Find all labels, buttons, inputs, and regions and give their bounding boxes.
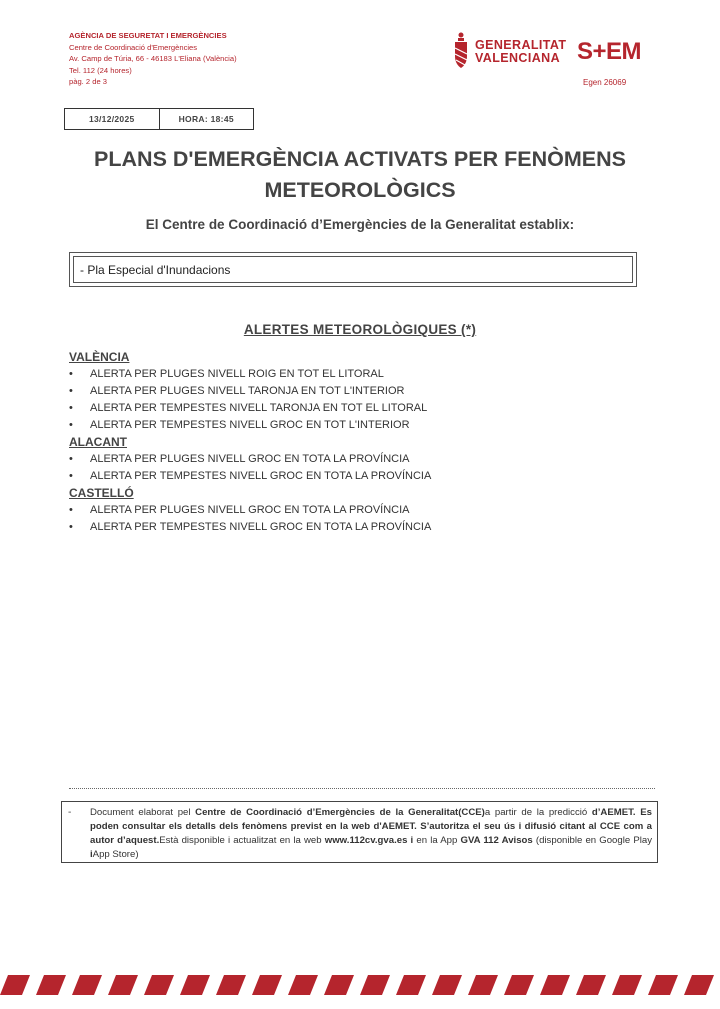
time: HORA: 18:45 — [159, 109, 254, 129]
sem-logo: S+EM — [577, 38, 642, 65]
agency-name: AGÈNCIA DE SEGURETAT I EMERGÈNCIES — [69, 31, 227, 40]
list-item: • ALERTA PER TEMPESTES NIVELL GROC EN TOTA LA PROVÍNCIA — [69, 468, 669, 485]
alerts-title: ALERTES METEOROLÒGIQUES (*) — [243, 322, 477, 337]
red-stripe-decoration — [0, 975, 720, 995]
centre-name: Centre de Coordinació d'Emergències — [69, 42, 198, 52]
footer-text-4: en la App — [413, 835, 461, 846]
valencia-alerts — [69, 366, 669, 434]
footer-bold-cce: Centre de Coordinació d’Emergències de la Generalitat(CCE) — [195, 807, 485, 818]
footer-text — [90, 806, 652, 862]
footer-text-2: a partir de la predicció — [484, 807, 592, 818]
footer-text-5: (disponible en Google Play — [532, 835, 653, 846]
address: Av. Camp de Túria, 66 - 46183 L'Eliana (València) — [69, 54, 237, 64]
plan-item: - Pla Especial d'Inundacions — [73, 256, 633, 283]
list-item: • ALERTA PER TEMPESTES NIVELL GROC EN TOT L'INTERIOR — [69, 417, 669, 434]
region-valencia: VALÈNCIA — [69, 350, 130, 364]
footer-text-1: Document elaborat pel — [90, 807, 196, 818]
region-castello: CASTELLÓ — [69, 486, 134, 500]
footer-text-3: Està disponible i actualitzat en la web — [159, 835, 325, 846]
active-plans-box — [69, 252, 637, 287]
coat-of-arms-icon — [453, 32, 469, 72]
generalitat-logo — [453, 32, 566, 72]
logo-line-1: GENERALITAT — [475, 38, 567, 52]
alerts-list — [69, 349, 669, 536]
title-line-2: METEOROLÒGICS — [264, 178, 456, 202]
title-line-1: PLANS D'EMERGÈNCIA ACTIVATS PER FENÒMENS — [94, 147, 626, 171]
dotted-divider — [69, 788, 655, 789]
footer-bold-i: i — [90, 849, 93, 860]
organization-info — [69, 30, 237, 88]
page-subtitle: El Centre de Coordinació d’Emergències de la Generalitat establix: — [145, 217, 575, 232]
footer-web-link[interactable]: www.112cv.gva.es i — [324, 835, 414, 846]
logo-line-2: VALENCIANA — [475, 51, 561, 65]
footer-bold-aemet: d’AEMET. Es poden consultar els detalls dels fenòmens previst en la web d'AEMET. S’autoritza el seu ús i difusió citant al CCE com a autor d’aquest. — [90, 807, 652, 846]
footer-dash: - — [68, 807, 72, 818]
list-item: • ALERTA PER TEMPESTES NIVELL GROC EN TOTA LA PROVÍNCIA — [69, 519, 669, 536]
alacant-alerts — [69, 451, 669, 485]
page-title — [40, 144, 680, 206]
date-time-box — [64, 108, 254, 130]
list-item: • ALERTA PER PLUGES NIVELL GROC EN TOTA LA PROVÍNCIA — [69, 451, 669, 468]
page-number: pàg. 2 de 3 — [69, 77, 108, 87]
phone: Tel. 112 (24 hores) — [69, 65, 132, 75]
footer-note — [61, 801, 658, 863]
castello-alerts — [69, 502, 669, 536]
footer-app-name: GVA 112 Avisos — [460, 835, 533, 846]
date: 13/12/2025 — [88, 114, 135, 124]
footer-text-6: App Store) — [92, 849, 139, 860]
region-alacant: ALACANT — [69, 435, 127, 449]
list-item: • ALERTA PER PLUGES NIVELL GROC EN TOTA LA PROVÍNCIA — [69, 502, 669, 519]
list-item: • ALERTA PER PLUGES NIVELL TARONJA EN TOT L'INTERIOR — [69, 383, 669, 400]
document-code: Egen 26069 — [583, 78, 627, 87]
list-item: • ALERTA PER TEMPESTES NIVELL TARONJA EN TOT EL LITORAL — [69, 400, 669, 417]
list-item: • ALERTA PER PLUGES NIVELL ROIG EN TOT EL LITORAL — [69, 366, 669, 383]
